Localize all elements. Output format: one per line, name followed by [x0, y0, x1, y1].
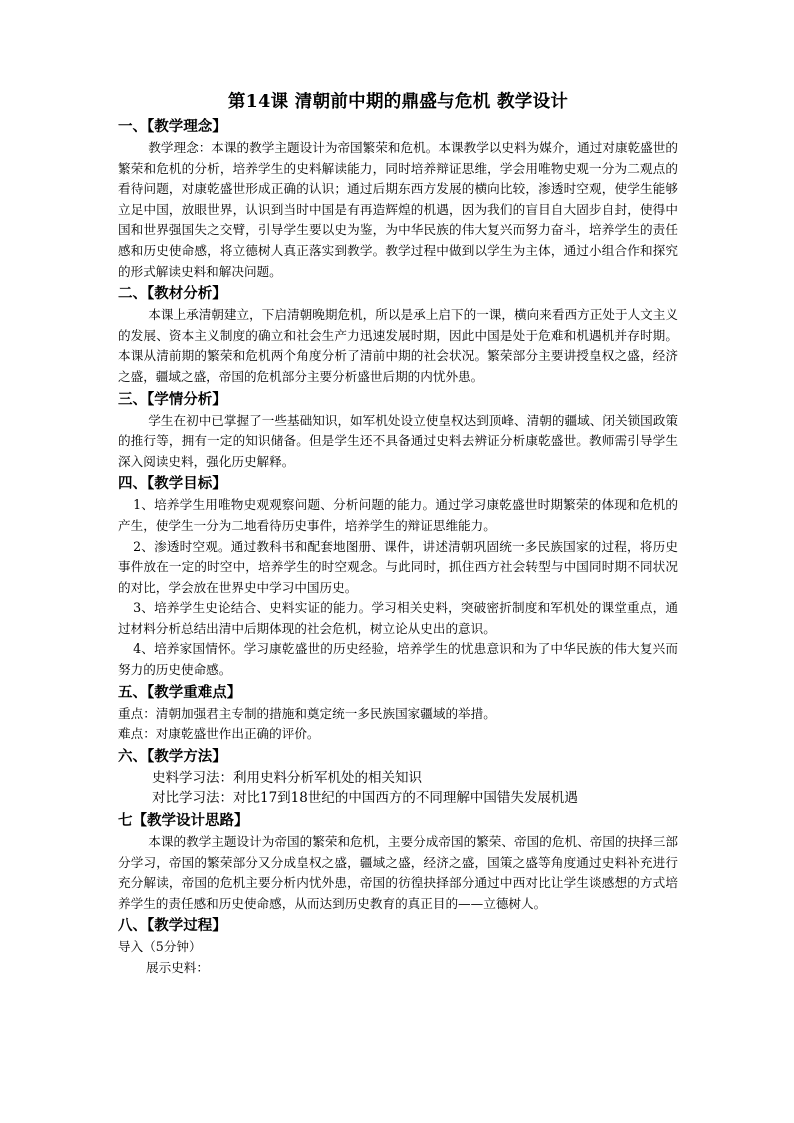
para-teaching-philosophy: 教学理念：本课的教学主题设计为帝国繁荣和危机。本课教学以史料为媒介，通过对康乾盛世的繁荣和危机的分析，培养学生的史料解读能力，同时培养辩证思维，学会用唯物史观一分为二观点的看待问题，对康乾盛世形成正确的认识；通过后期东西方发展的横向比较，渗透时空观，使学生能够立足中国，放眼世界，认识到当时中国是有再造辉煌的机遇，因为我们的盲目自大固步自封，使得中国和世界强国失之交臂，引导学生要以史为鉴，为中华民族的伟大复兴而努力奋斗，培养学生的责任感和历史使命感，将立德树人真正落实到教学。教学过程中做到以学生为主体，通过小组合作和探究的形式解读史料和解决问题。: [118, 140, 678, 279]
intro-line: 导入（5分钟）: [118, 939, 202, 955]
heading-design-ideas: 七【教学设计思路】: [118, 812, 249, 830]
show-materials-line: 展示史料：: [146, 960, 209, 975]
method-comparison: 对比学习法：对比17到18世纪的中国西方的不同理解中国错失发展机遇: [152, 790, 578, 807]
goal-item: 4、培养家国情怀。学习康乾盛世的历史经验，培养学生的忧患意识和为了中华民族的伟大复兴而努力的历史使命感。: [118, 641, 678, 678]
heading-key-points: 五、【教学重难点】: [118, 683, 242, 701]
heading-student-analysis: 三、【学情分析】: [118, 390, 227, 408]
goal-item: 2、渗透时空观。通过教科书和配套地图册、课件，讲述清朝巩固统一多民族国家的过程，将历史事件放在一定的时空中，培养学生的时空观念。与此同时，抓住西方社会转型与中国同时期不同状况的对比，学会放在世界史中学习中国历史。: [118, 538, 678, 595]
goal-item: 3、培养学生史论结合、史料实证的能力。学习相关史料，突破密折制度和军机处的课堂重点，通过材料分析总结出清中后期体现的社会危机，树立论从史出的意识。: [118, 600, 678, 636]
heading-textbook-analysis: 二、【教材分析】: [118, 285, 227, 303]
para-student-analysis: 学生在初中已掌握了一些基础知识，如军机处设立使皇权达到顶峰、清朝的疆域、闭关锁国政策的推行等，拥有一定的知识储备。但是学生还不具备通过史料去辨证分析康乾盛世。教师需引导学生深入阅读史料，强化历史解释。: [118, 412, 678, 469]
para-textbook-analysis: 本课上承清朝建立，下启清朝晚期危机，所以是承上启下的一课，横向来看西方正处于人文主义的发展、资本主义制度的确立和社会生产力迅速发展时期，因此中国是处于危难和机遇机并存时期。本课从清前期的繁荣和危机两个角度分析了清前中期的社会状况。繁荣部分主要讲授皇权之盛，经济之盛，疆域之盛，帝国的危机部分主要分析盛世后期的内忧外患。: [118, 307, 678, 384]
method-historical-materials: 史料学习法：利用史料分析军机处的相关知识: [152, 769, 422, 786]
para-design-ideas: 本课的教学主题设计为帝国的繁荣和危机，主要分成帝国的繁荣、帝国的危机、帝国的抉择三部分学习，帝国的繁荣部分又分成皇权之盛，疆域之盛，经济之盛，国策之盛等角度通过史料补充进行充分解读，帝国的危机主要分析内忧外患，帝国的彷徨抉择部分通过中西对比让学生谈感想的方式培养学生的责任感和历史使命感，从而达到历史教育的真正目的——立德树人。: [118, 834, 678, 911]
heading-teaching-process: 八、【教学过程】: [118, 917, 227, 935]
difficult-point: 难点：对康乾盛世作出正确的评价。: [118, 726, 320, 742]
heading-teaching-philosophy: 一、【教学理念】: [118, 118, 227, 135]
document-page: [118, 88, 678, 979]
key-point: 重点：清朝加强君主专制的措施和奠定统一多民族国家疆域的举措。: [118, 705, 496, 721]
document-title: 第14课 清朝前中期的鼎盛与危机 教学设计: [227, 92, 569, 112]
heading-teaching-methods: 六、【教学方法】: [118, 747, 227, 765]
heading-teaching-goals: 四、【教学目标】: [118, 475, 227, 493]
goal-item: 1、培养学生用唯物史观观察问题、分析问题的能力。通过学习康乾盛世时期繁荣的体现和危机的产生，使学生一分为二地看待历史事件，培养学生的辩证思维能力。: [118, 497, 678, 533]
